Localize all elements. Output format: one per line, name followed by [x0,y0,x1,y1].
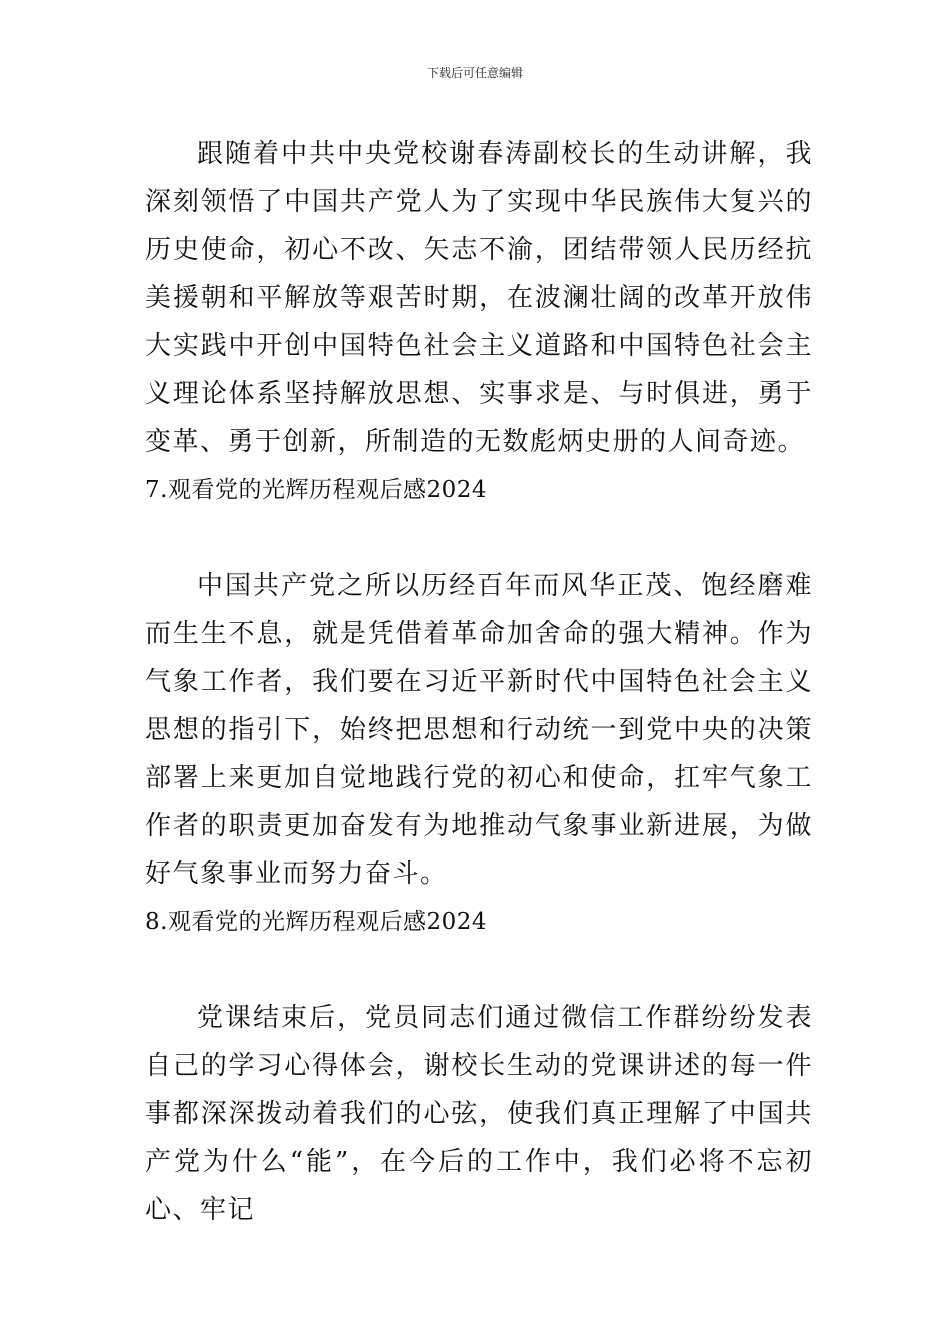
spacer [145,514,813,562]
paragraph-3: 党课结束后，党员同志们通过微信工作群纷纷发表自己的学习心得体会，谢校长生动的党课讲述的每一件事都深深拨动着我们的心弦，使我们真正理解了中国共产党为什么“能”，在今后的工作中，我们必将不忘初心、牢记 [145,1003,813,1225]
page-header: 下载后可任意编辑 [426,66,523,80]
spacer [145,946,813,994]
document-body [145,130,813,1234]
paragraph-1: 跟随着中共中央党校谢春涛副校长的生动讲解，我深刻领悟了中国共产党人为了实现中华民族伟大复兴的历史使命，初心不改、矢志不渝，团结带领人民历经抗美援朝和平解放等艰苦时期，在波澜壮阔的改革开放伟大实践中开创中国特色社会主义道路和中国特色社会主义理论体系坚持解放思想、实事求是、与时俱进，勇于变革、勇于创新，所制造的无数彪炳史册的人间奇迹。 [145,139,813,457]
section-heading-8: 8.观看党的光辉历程观后感2024 [145,909,487,935]
paragraph-2: 中国共产党之所以历经百年而风华正茂、饱经磨难而生生不息，就是凭借着革命加舍命的强大精神。作为气象工作者，我们要在习近平新时代中国特色社会主义思想的指引下，始终把思想和行动统一到党中央的决策部署上来更加自觉地践行党的初心和使命，扛牢气象工作者的职责更加奋发有为地推动气象事业新进展，为做好气象事业而努力奋斗。 [145,571,813,889]
section-heading-7: 7.观看党的光辉历程观后感2024 [145,477,487,503]
